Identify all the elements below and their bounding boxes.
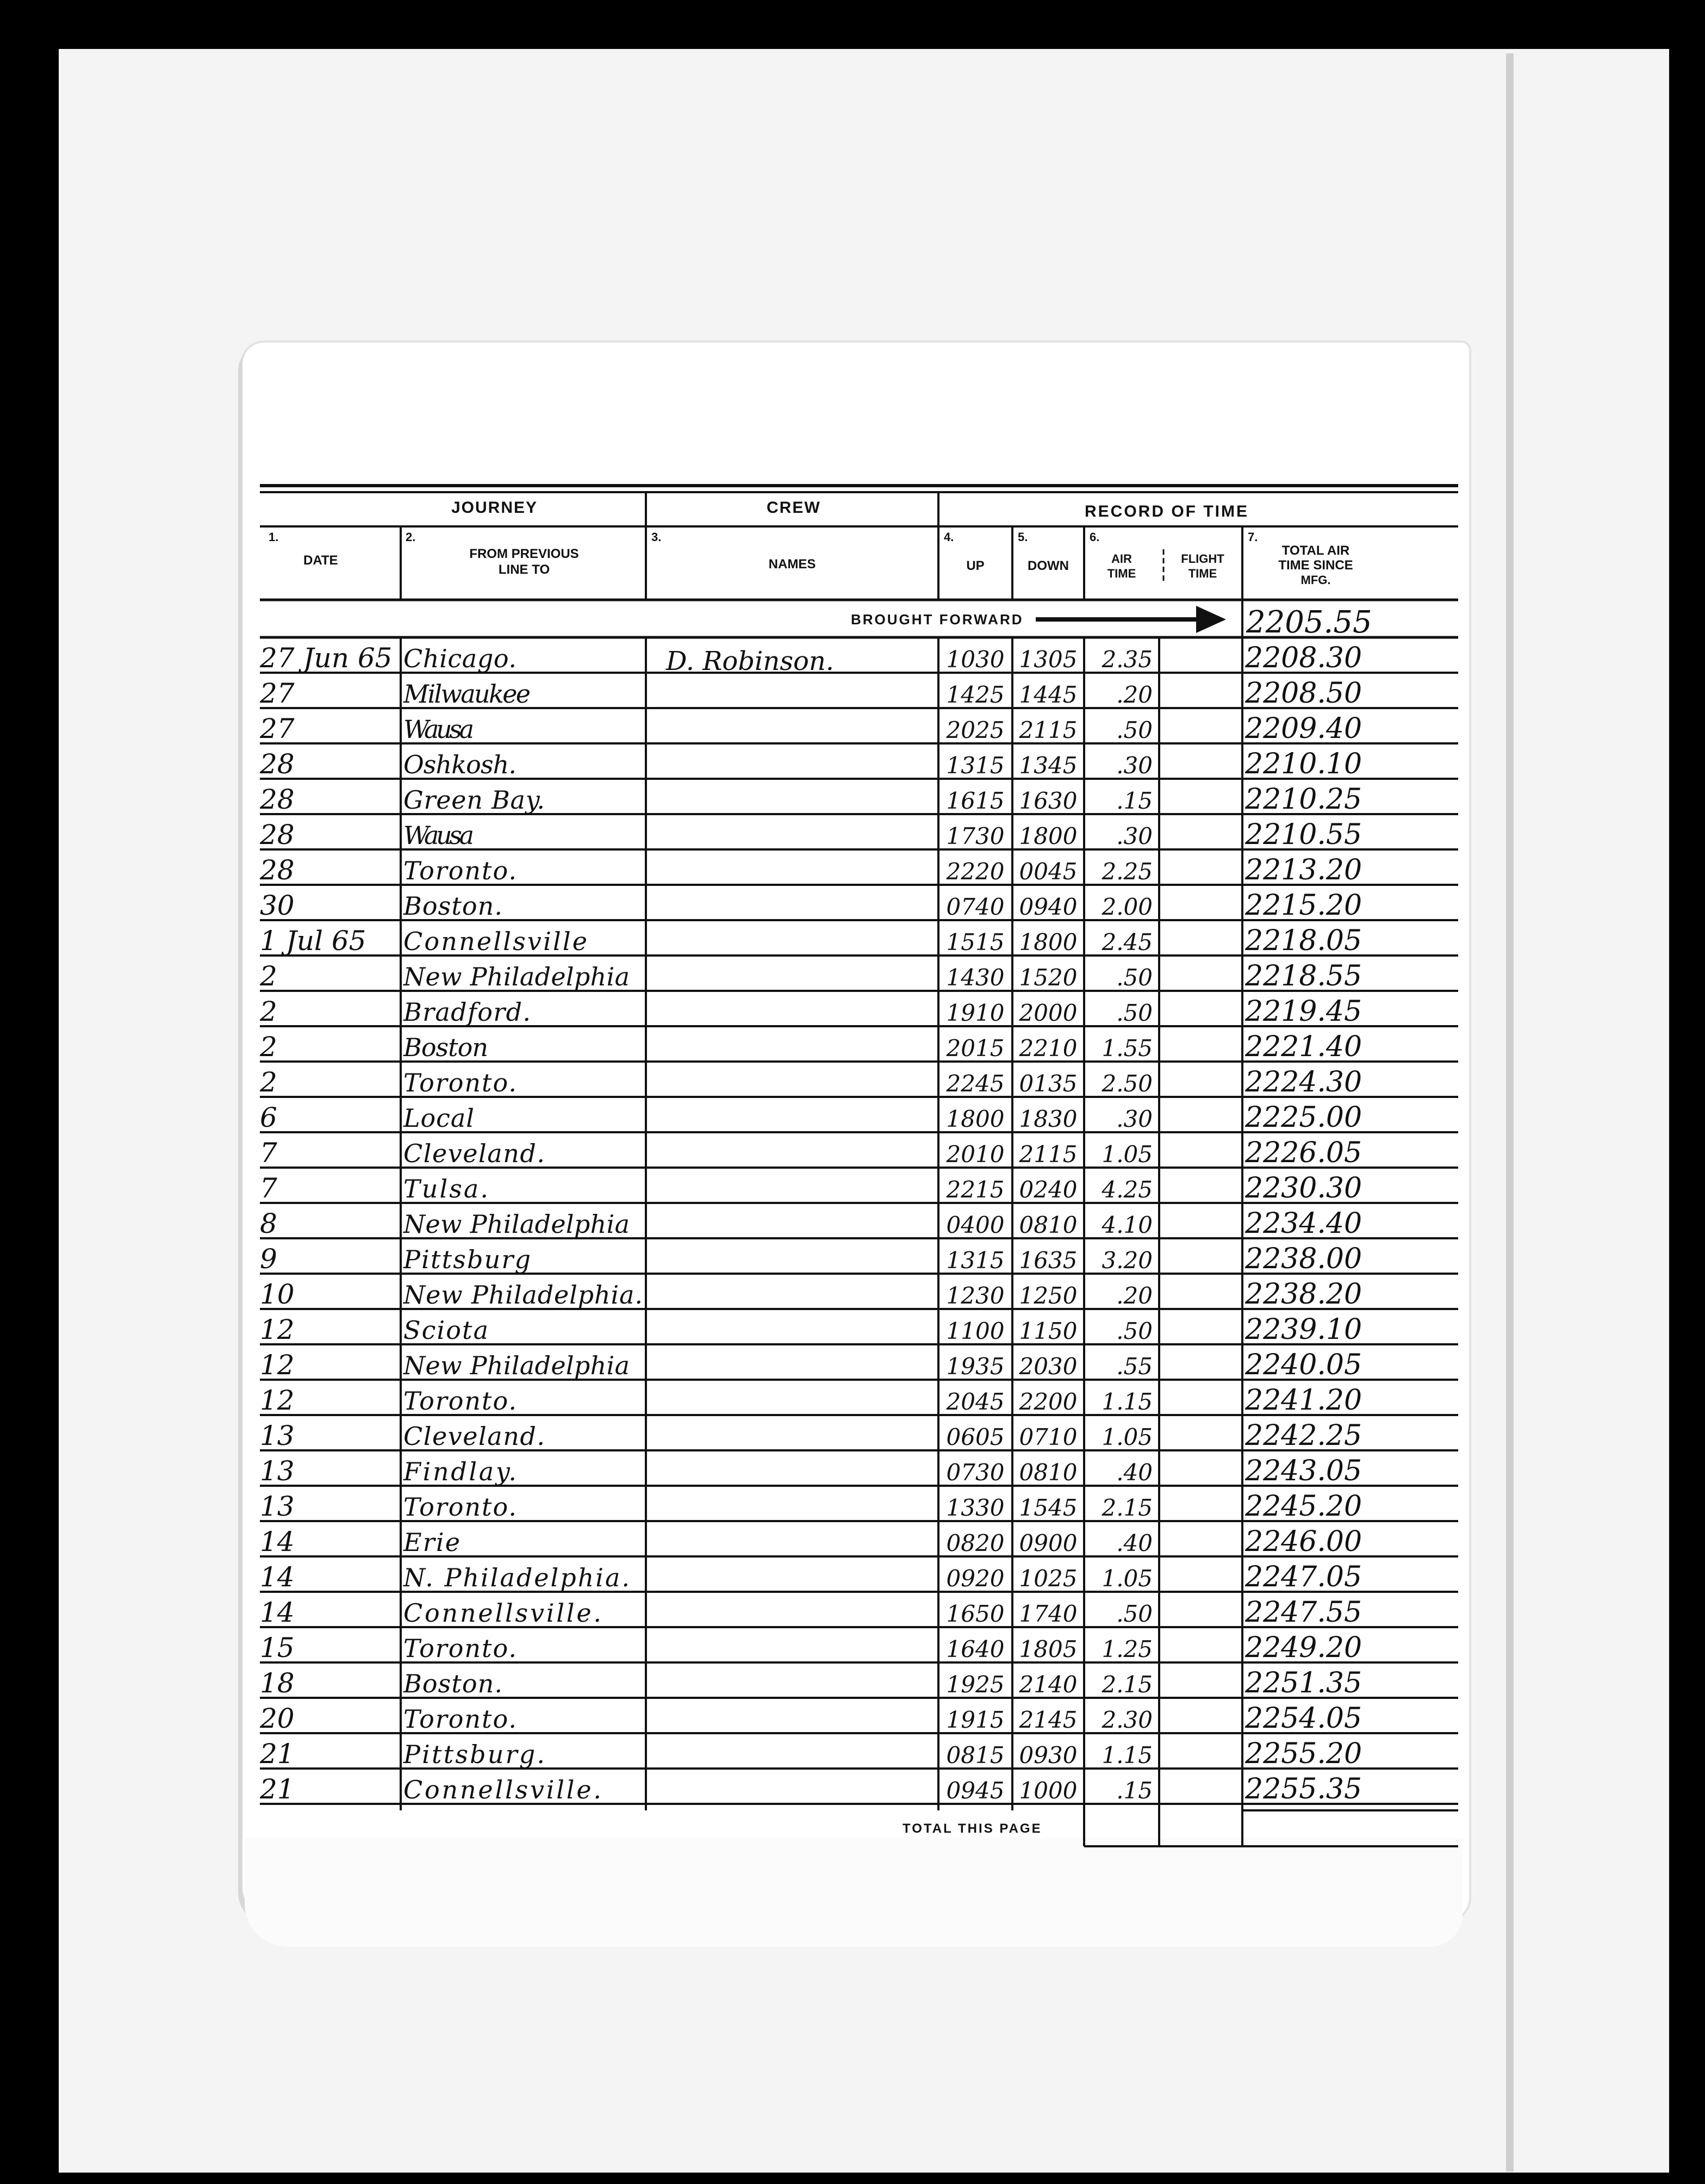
up-time-cell: 1925 (946, 1671, 1005, 1698)
total-air-time-cell: 2243.05 (1245, 1455, 1362, 1487)
air-time-cell: 1.55 (1102, 1035, 1153, 1062)
total-air-time-cell: 2246.00 (1245, 1525, 1362, 1558)
header-journey: JOURNEY (451, 499, 538, 517)
up-time-cell: 2025 (946, 717, 1005, 743)
destination-cell: Tulsa. (403, 1174, 488, 1203)
up-time-cell: 0605 (946, 1424, 1005, 1450)
total-air-time-cell: 2240.05 (1245, 1349, 1362, 1381)
air-time-cell: .50 (1116, 1000, 1153, 1026)
down-time-cell: 1150 (1019, 1318, 1078, 1344)
down-time-cell: 1805 (1019, 1636, 1078, 1662)
up-time-cell: 1430 (946, 964, 1005, 991)
date-cell: 21 (260, 1738, 295, 1770)
air-time-cell: .20 (1116, 1282, 1153, 1309)
destination-cell: Connellsville (403, 927, 587, 956)
destination-cell: Toronto. (403, 1634, 517, 1663)
up-time-cell: 1640 (946, 1636, 1005, 1662)
col4-title: UP (966, 559, 985, 573)
destination-cell: Toronto. (403, 1386, 517, 1416)
table-row (259, 1031, 1362, 1063)
header-crew: CREW (767, 499, 821, 517)
down-time-cell: 0810 (1019, 1212, 1078, 1238)
col6a-title-line1: AIR (1111, 552, 1132, 566)
destination-cell: Boston. (403, 1669, 502, 1698)
table-row (259, 1702, 1362, 1735)
down-time-cell: 2030 (1019, 1353, 1078, 1380)
total-air-time-cell: 2218.05 (1245, 925, 1362, 957)
date-cell: 9 (260, 1243, 277, 1275)
up-time-cell: 1515 (946, 929, 1005, 955)
air-time-cell: 1.05 (1102, 1141, 1153, 1168)
table-row (260, 1243, 1362, 1275)
destination-cell: Erie (403, 1528, 460, 1557)
down-time-cell: 1520 (1019, 964, 1078, 991)
table-row (260, 1313, 1362, 1346)
table-row (260, 1667, 1362, 1699)
down-time-cell: 1445 (1019, 681, 1078, 708)
air-time-cell: 1.05 (1102, 1424, 1153, 1450)
total-air-time-cell: 2213.20 (1245, 854, 1362, 886)
crew-name: D. Robinson. (666, 646, 835, 677)
table-row (260, 889, 1362, 922)
up-time-cell: 0920 (946, 1565, 1005, 1592)
brought-forward-label: BROUGHT FORWARD (851, 611, 1024, 628)
up-time-cell: 1910 (946, 1000, 1005, 1026)
table-row (259, 1738, 1362, 1770)
air-time-cell: 1.05 (1102, 1565, 1153, 1592)
table-row (260, 1349, 1362, 1381)
down-time-cell: 1800 (1019, 929, 1078, 955)
table-row (259, 995, 1362, 1028)
col2-number: 2. (406, 530, 416, 544)
table-row (260, 1490, 1362, 1523)
down-time-cell: 2140 (1019, 1671, 1078, 1698)
total-air-time-cell: 2210.55 (1245, 818, 1362, 851)
air-time-cell: .30 (1116, 752, 1153, 779)
down-time-cell: 1740 (1019, 1600, 1078, 1627)
air-time-cell: .40 (1116, 1530, 1153, 1556)
destination-cell: Toronto. (403, 1068, 517, 1097)
up-time-cell: 2245 (946, 1070, 1005, 1097)
total-air-time-cell: 2224.30 (1245, 1066, 1362, 1099)
date-cell: 2 (260, 960, 277, 992)
air-time-cell: 4.10 (1102, 1212, 1153, 1238)
air-time-cell: 2.45 (1102, 929, 1153, 955)
destination-cell: Findlay. (403, 1457, 517, 1486)
air-time-cell: .15 (1116, 1777, 1153, 1804)
down-time-cell: 0900 (1019, 1530, 1078, 1556)
up-time-cell: 0820 (946, 1530, 1005, 1556)
up-time-cell: 0400 (946, 1212, 1005, 1238)
destination-cell: Milwaukee (403, 679, 531, 709)
up-time-cell: 1330 (946, 1494, 1005, 1521)
total-air-time-cell: 2255.35 (1245, 1773, 1362, 1805)
table-row (260, 1419, 1362, 1452)
total-air-time-cell: 2209.40 (1245, 712, 1362, 745)
down-time-cell: 1630 (1019, 787, 1078, 814)
air-time-cell: 2.15 (1102, 1494, 1153, 1521)
date-cell: 13 (260, 1455, 295, 1487)
col7-title-line3: MFG. (1300, 573, 1331, 587)
down-time-cell: 1830 (1019, 1106, 1078, 1132)
date-cell: 28 (260, 819, 295, 851)
up-time-cell: 1650 (946, 1600, 1005, 1627)
air-time-cell: .50 (1116, 964, 1153, 991)
down-time-cell: 0240 (1019, 1176, 1078, 1203)
date-cell: 12 (260, 1385, 295, 1416)
date-cell: 15 (260, 1632, 295, 1664)
up-time-cell: 1800 (946, 1106, 1005, 1132)
date-cell: 27 (260, 678, 295, 709)
date-cell: 14 (260, 1597, 295, 1628)
table-row (260, 1278, 1362, 1311)
total-air-time-cell: 2225.00 (1245, 1101, 1362, 1134)
down-time-cell: 2115 (1019, 717, 1078, 743)
destination-cell: Toronto. (403, 1492, 517, 1522)
air-time-cell: 1.15 (1102, 1742, 1153, 1769)
date-cell: 7 (260, 1137, 277, 1169)
destination-cell: Oshkosh. (403, 750, 517, 779)
flight-rows (259, 642, 1362, 1805)
up-time-cell: 2215 (946, 1176, 1005, 1203)
destination-cell: Wausa (403, 715, 474, 744)
air-time-cell: 2.15 (1102, 1671, 1153, 1698)
destination-cell: New Philadelphia (403, 1351, 630, 1380)
date-cell: 2 (260, 1066, 277, 1098)
up-time-cell: 1315 (946, 1247, 1005, 1274)
destination-cell: Sciota (403, 1316, 488, 1345)
up-time-cell: 2015 (946, 1035, 1005, 1062)
total-air-time-cell: 2208.50 (1245, 677, 1362, 710)
destination-cell: Connellsville. (403, 1598, 601, 1628)
arrow-right-icon (1036, 606, 1226, 633)
date-cell: 10 (260, 1279, 295, 1310)
col6b-title-line1: FLIGHT (1181, 552, 1224, 566)
table-row (260, 1207, 1362, 1240)
total-air-time-cell: 2254.05 (1245, 1702, 1362, 1735)
up-time-cell: 1615 (946, 787, 1005, 814)
down-time-cell: 2115 (1019, 1141, 1078, 1168)
total-air-time-cell: 2234.40 (1245, 1207, 1362, 1240)
date-cell: 2 (260, 996, 277, 1027)
date-cell: 21 (260, 1773, 295, 1805)
up-time-cell: 0730 (946, 1459, 1005, 1486)
air-time-cell: 4.25 (1102, 1176, 1153, 1203)
destination-cell: Cleveland. (403, 1139, 545, 1168)
table-row (260, 1101, 1362, 1134)
date-cell: 13 (260, 1491, 295, 1522)
down-time-cell: 0135 (1019, 1070, 1078, 1097)
air-time-cell: .15 (1116, 787, 1153, 814)
up-time-cell: 1030 (946, 646, 1005, 673)
col4-number: 4. (944, 530, 954, 544)
total-air-time-cell: 2245.20 (1245, 1490, 1362, 1523)
air-time-cell: 2.50 (1102, 1070, 1153, 1097)
col7-number: 7. (1248, 530, 1258, 544)
air-time-cell: 2.00 (1102, 894, 1153, 920)
up-time-cell: 1730 (946, 823, 1005, 849)
total-air-time-cell: 2249.20 (1245, 1631, 1362, 1664)
table-row (260, 1631, 1362, 1664)
col3-title: NAMES (768, 557, 816, 572)
total-air-time-cell: 2218.55 (1245, 960, 1362, 992)
total-air-time-cell: 2242.25 (1245, 1419, 1362, 1452)
date-cell: 2 (260, 1031, 277, 1063)
total-air-time-cell: 2247.55 (1245, 1596, 1362, 1629)
col7-title-line1: TOTAL AIR (1281, 543, 1350, 558)
table-row (259, 748, 1362, 780)
air-time-cell: .20 (1116, 681, 1153, 708)
air-time-cell: 2.25 (1102, 858, 1153, 885)
total-air-time-cell: 2215.20 (1245, 889, 1362, 922)
total-air-time-cell: 2255.20 (1245, 1738, 1362, 1770)
date-cell: 6 (260, 1102, 277, 1133)
destination-cell: Local (403, 1103, 474, 1133)
air-time-cell: .50 (1116, 1318, 1153, 1344)
table-row (259, 783, 1362, 816)
air-time-cell: 2.35 (1102, 646, 1153, 673)
table-row (259, 677, 1362, 710)
destination-cell: Boston (403, 1033, 488, 1062)
total-air-time-cell: 2239.10 (1245, 1313, 1362, 1346)
up-time-cell: 1915 (946, 1707, 1005, 1733)
destination-cell: Chicago. (403, 644, 517, 673)
total-air-time-cell: 2221.40 (1245, 1031, 1362, 1063)
destination-cell: N. Philadelphia. (403, 1563, 630, 1592)
col7-title-line2: TIME SINCE (1278, 558, 1353, 573)
date-cell: 12 (260, 1349, 295, 1381)
total-air-time-cell: 2230.30 (1245, 1172, 1362, 1205)
down-time-cell: 0930 (1019, 1742, 1078, 1769)
date-cell: 20 (260, 1703, 295, 1734)
table-row (259, 712, 1362, 745)
down-time-cell: 1000 (1019, 1777, 1078, 1804)
air-time-cell: .50 (1116, 717, 1153, 743)
table-row (259, 1773, 1362, 1805)
destination-cell: Toronto. (403, 856, 517, 885)
air-time-cell: 3.20 (1102, 1247, 1153, 1274)
air-time-cell: 1.25 (1102, 1636, 1153, 1662)
up-time-cell: 0740 (946, 894, 1005, 920)
destination-cell: Boston. (403, 891, 502, 921)
down-time-cell: 1025 (1019, 1565, 1078, 1592)
air-time-cell: 2.30 (1102, 1707, 1153, 1733)
up-time-cell: 1935 (946, 1353, 1005, 1380)
col2-title-line1: FROM PREVIOUS (469, 547, 579, 561)
down-time-cell: 0810 (1019, 1459, 1078, 1486)
destination-cell: Green Bay. (403, 785, 545, 815)
table-row (259, 818, 1362, 851)
destination-cell: Pittsburg (403, 1245, 531, 1274)
date-cell: 27 Jun 65 (260, 642, 393, 674)
destination-cell: Pittsburg. (403, 1740, 545, 1769)
table-row (260, 925, 1362, 957)
date-cell: 27 (260, 713, 295, 744)
total-air-time-cell: 2226.05 (1245, 1137, 1362, 1169)
up-time-cell: 1100 (946, 1318, 1005, 1344)
col2-title-line2: LINE TO (498, 562, 550, 577)
total-air-time-cell: 2210.25 (1245, 783, 1362, 816)
table-row (260, 1596, 1362, 1629)
destination-cell: Connellsville. (403, 1775, 601, 1804)
date-cell: 1 Jul 65 (260, 925, 366, 957)
down-time-cell: 1250 (1019, 1282, 1078, 1309)
col3-number: 3. (651, 530, 662, 544)
total-air-time-cell: 2238.20 (1245, 1278, 1362, 1311)
up-time-cell: 2010 (946, 1141, 1005, 1168)
down-time-cell: 2000 (1019, 1000, 1078, 1026)
up-time-cell: 0945 (946, 1777, 1005, 1804)
air-time-cell: .50 (1116, 1600, 1153, 1627)
down-time-cell: 1305 (1019, 646, 1078, 673)
air-time-cell: .30 (1116, 823, 1153, 849)
down-time-cell: 0940 (1019, 894, 1078, 920)
destination-cell: Bradford. (403, 997, 531, 1027)
air-time-cell: .55 (1116, 1353, 1153, 1380)
up-time-cell: 1315 (946, 752, 1005, 779)
table-row (260, 1137, 1362, 1169)
up-time-cell: 2220 (946, 858, 1005, 885)
up-time-cell: 2045 (946, 1388, 1005, 1415)
destination-cell: Wausa (403, 821, 474, 850)
total-air-time-cell: 2219.45 (1245, 995, 1362, 1028)
air-time-cell: .40 (1116, 1459, 1153, 1486)
date-cell: 14 (260, 1561, 295, 1593)
col1-number: 1. (269, 530, 279, 544)
total-air-time-cell: 2208.30 (1245, 642, 1362, 674)
col6b-title-line2: TIME (1188, 567, 1217, 580)
total-air-time-cell: 2247.05 (1245, 1561, 1362, 1593)
up-time-cell: 1230 (946, 1282, 1005, 1309)
down-time-cell: 0710 (1019, 1424, 1078, 1450)
down-time-cell: 2200 (1019, 1388, 1078, 1415)
date-cell: 7 (260, 1172, 277, 1204)
date-cell: 14 (260, 1526, 295, 1558)
date-cell: 8 (260, 1208, 277, 1239)
destination-cell: New Philadelphia. (403, 1280, 643, 1310)
header-record-of-time: RECORD OF TIME (1085, 502, 1249, 520)
down-time-cell: 2145 (1019, 1707, 1078, 1733)
up-time-cell: 0815 (946, 1742, 1005, 1769)
date-cell: 30 (260, 890, 295, 921)
total-air-time-cell: 2238.00 (1245, 1243, 1362, 1275)
down-time-cell: 1800 (1019, 823, 1078, 849)
date-cell: 28 (260, 854, 295, 886)
total-air-time-cell: 2241.20 (1245, 1384, 1362, 1417)
col1-title: DATE (303, 553, 338, 568)
col6-number: 6. (1090, 530, 1100, 544)
air-time-cell: 1.15 (1102, 1388, 1153, 1415)
destination-cell: New Philadelphia (403, 1209, 630, 1239)
destination-cell: Toronto. (403, 1704, 517, 1734)
destination-cell: Cleveland. (403, 1422, 545, 1451)
down-time-cell: 1635 (1019, 1247, 1078, 1274)
col6a-title-line2: TIME (1107, 567, 1136, 580)
col5-title: DOWN (1028, 559, 1069, 573)
down-time-cell: 1345 (1019, 752, 1078, 779)
date-cell: 13 (260, 1420, 295, 1451)
table-row (259, 960, 1362, 992)
destination-cell: New Philadelphia (403, 962, 630, 991)
air-time-cell: .30 (1116, 1106, 1153, 1132)
brought-forward-value: 2205.55 (1246, 605, 1372, 640)
date-cell: 18 (260, 1667, 295, 1699)
table-row (260, 1384, 1362, 1417)
total-air-time-cell: 2251.35 (1245, 1667, 1362, 1699)
table-row (260, 1561, 1362, 1593)
date-cell: 28 (260, 784, 295, 815)
down-time-cell: 2210 (1019, 1035, 1078, 1062)
table-row (260, 1525, 1362, 1558)
total-this-page-label: TOTAL THIS PAGE (903, 1821, 1042, 1836)
table-row (259, 1066, 1362, 1099)
table-row (259, 854, 1362, 886)
total-air-time-cell: 2210.10 (1245, 748, 1362, 780)
table-row (260, 1455, 1362, 1487)
date-cell: 12 (260, 1314, 295, 1345)
col5-number: 5. (1018, 530, 1028, 544)
down-time-cell: 1545 (1019, 1494, 1078, 1521)
date-cell: 28 (260, 748, 295, 780)
down-time-cell: 0045 (1019, 858, 1078, 885)
up-time-cell: 1425 (946, 681, 1005, 708)
table-row (260, 1172, 1362, 1205)
